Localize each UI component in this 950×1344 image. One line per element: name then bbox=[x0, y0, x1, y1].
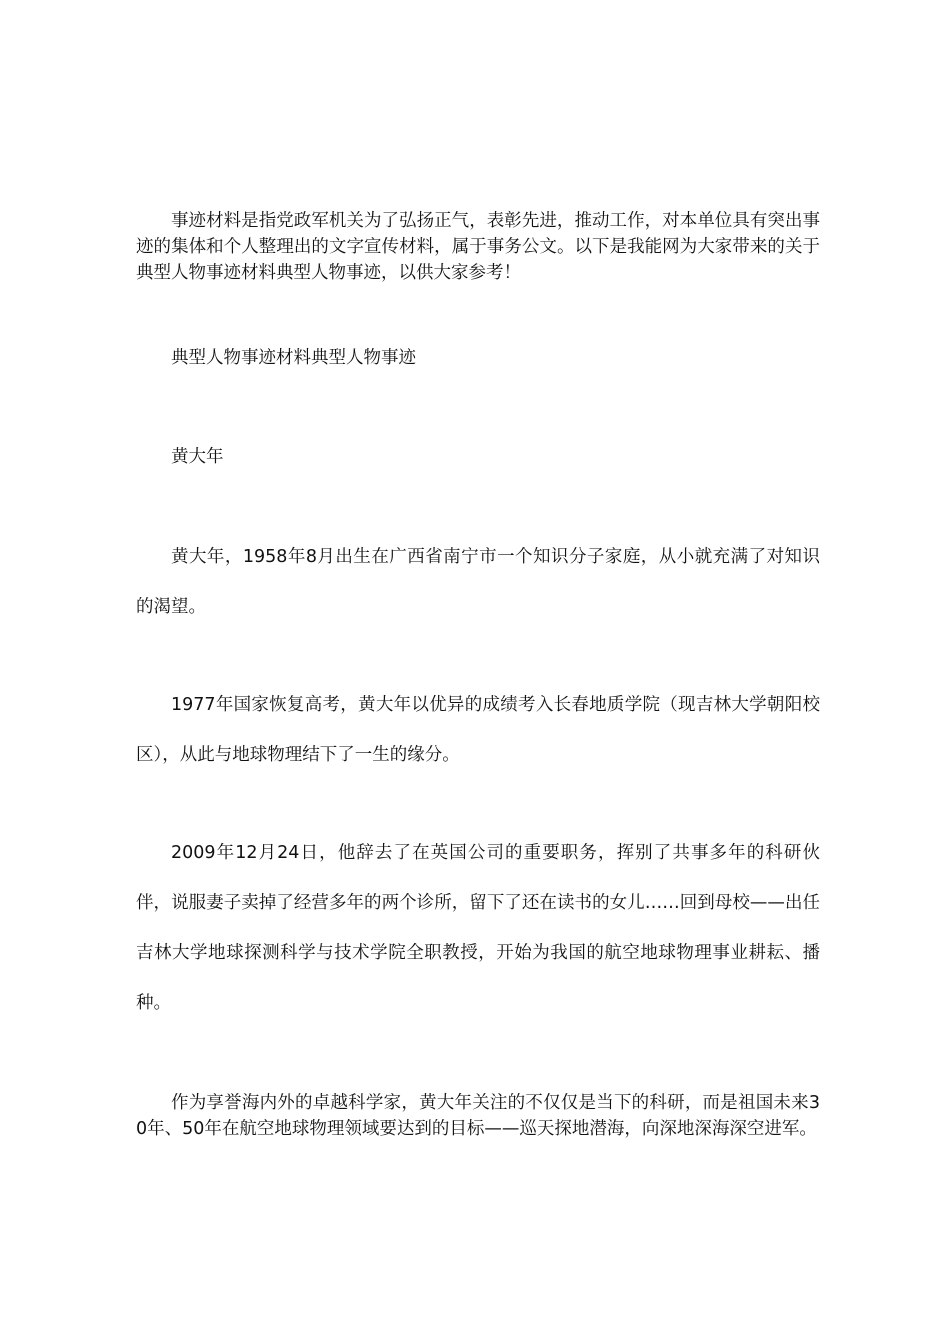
person-name: 黄大年 bbox=[171, 447, 224, 467]
body-paragraph-3: 2009年12月24日，他辞去了在英国公司的重要职务，挥别了共事多年的科研伙伴，说服妻子卖掉了经营多年的两个诊所，留下了还在读书的女儿……回到母校——出任吉林大学地球探测科学与技术学院全职教授，开始为我国的航空地球物理事业耕耘、播种。 bbox=[136, 843, 820, 1013]
body-paragraph-1: 黄大年，1958年8月出生在广西省南宁市一个知识分子家庭，从小就充满了对知识的渴望。 bbox=[136, 547, 820, 617]
document-heading: 典型人物事迹材料典型人物事迹 bbox=[171, 348, 416, 368]
body-paragraph-2: 1977年国家恢复高考，黄大年以优异的成绩考入长春地质学院（现吉林大学朝阳校区），从此与地球物理结下了一生的缘分。 bbox=[136, 695, 820, 765]
intro-paragraph: 事迹材料是指党政军机关为了弘扬正气，表彰先进，推动工作，对本单位具有突出事迹的集体和个人整理出的文字宣传材料，属于事务公文。以下是我能网为大家带来的关于典型人物事迹材料典型人物事迹，以供大家参考！ bbox=[136, 211, 820, 283]
body-paragraph-4: 作为享誉海内外的卓越科学家，黄大年关注的不仅仅是当下的科研，而是祖国未来30年、50年在航空地球物理领域要达到的目标——巡天探地潜海，向深地深海深空进军。 bbox=[136, 1093, 820, 1139]
